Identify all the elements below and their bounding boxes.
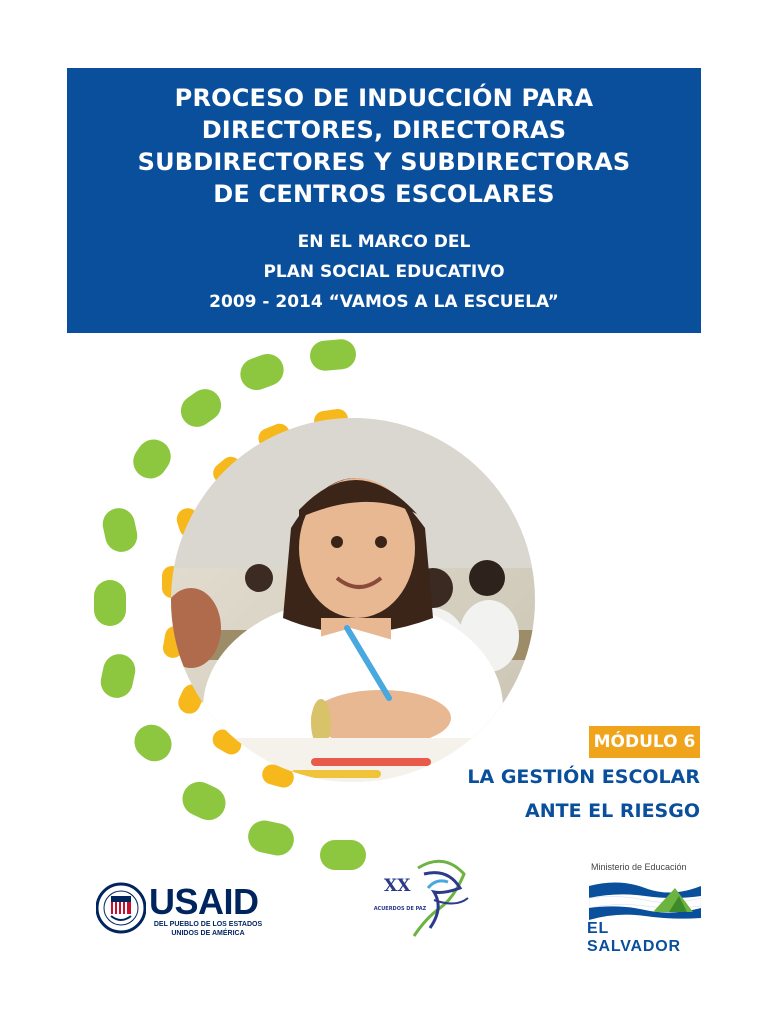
- mined-label: Ministerio de Educación: [591, 862, 687, 872]
- ministerio-educacion-logo: [585, 862, 703, 955]
- student-illustration: [171, 418, 535, 782]
- title-line: DIRECTORES, DIRECTORAS: [201, 116, 567, 144]
- mined-country: EL SALVADOR: [587, 920, 681, 955]
- subtitle-line: EN EL MARCO DEL: [297, 232, 471, 252]
- usaid-wordmark: USAID: [149, 881, 259, 922]
- module-badge: MÓDULO 6: [589, 726, 700, 758]
- el-salvador-flag-icon: [589, 876, 701, 920]
- student-photo: [171, 418, 535, 782]
- subtitle-line: 2009 - 2014 “VAMOS A LA ESCUELA”: [209, 292, 559, 312]
- dove-icon: [364, 848, 480, 948]
- usaid-tagline: DEL PUEBLO DE LOS ESTADOS UNIDOS DE AMÉRICA: [153, 921, 263, 937]
- title-line: DE CENTROS ESCOLARES: [213, 180, 555, 208]
- usaid-logo: [96, 880, 271, 940]
- module-title-line: LA GESTIÓN ESCOLAR: [467, 766, 700, 788]
- acuerdos-de-paz-logo: [364, 848, 480, 948]
- subtitle-line: PLAN SOCIAL EDUCATIVO: [263, 262, 505, 282]
- module-title-line: ANTE EL RIESGO: [525, 800, 700, 822]
- title-line: SUBDIRECTORES Y SUBDIRECTORAS: [137, 148, 631, 176]
- usaid-seal-icon: [96, 880, 146, 936]
- module-title: [467, 760, 700, 828]
- acuerdos-numeral: XX: [384, 876, 411, 896]
- title-line: PROCESO DE INDUCCIÓN PARA: [174, 84, 594, 112]
- acuerdos-caption: ACUERDOS DE PAZ: [373, 906, 427, 912]
